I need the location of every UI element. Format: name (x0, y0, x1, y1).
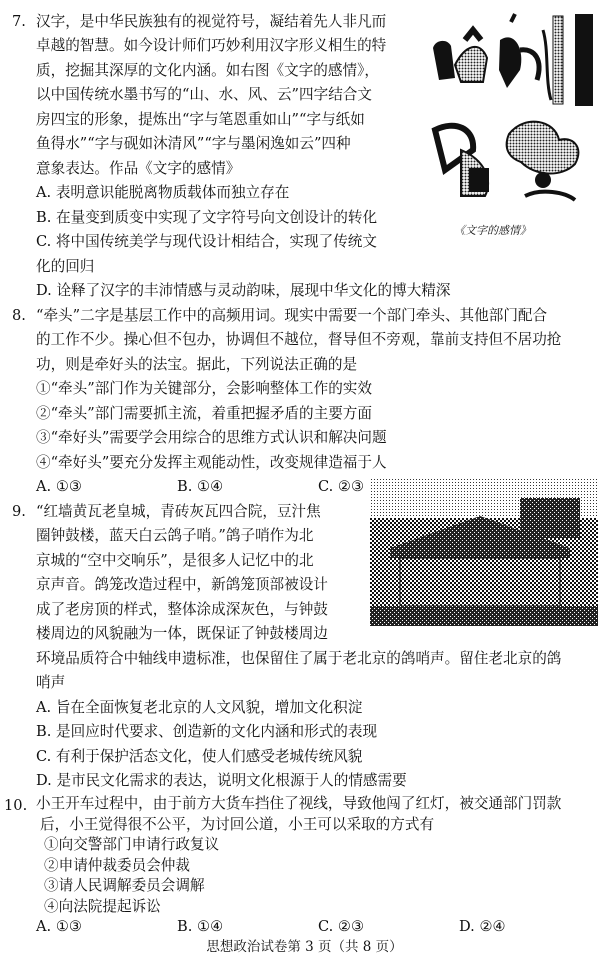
q10-choice-a: A. ①③ (36, 918, 82, 935)
q9-option-b: B. 是回应时代要求、创造新的文化内涵和形式的表现 (36, 723, 378, 740)
pigeon-cage-photo (370, 478, 598, 626)
q7-option-d: D. 诠释了汉字的丰沛情感与灵动韵味，展现中华文化的博大精深 (36, 282, 451, 299)
q8-statement: ③“牵好头”需要学会用综合的思维方式认识和解决问题 (36, 429, 387, 446)
question-8-number: 8. (12, 307, 26, 324)
q7-line: 以中国传统水墨书写的“山、水、风、云”四字结合文 (36, 86, 372, 103)
q9-line: 楼周边的风貌融为一体，既保证了钟鼓楼周边 (36, 625, 328, 642)
q9-line: 成了老房顶的样式，整体涂成深灰色，与钟鼓 (36, 601, 328, 618)
q10-statement: ③请人民调解委员会调解 (44, 877, 205, 894)
q9-option-c: C. 有利于保护活态文化，使人们感受老城传统风貌 (36, 748, 363, 765)
q8-line: 的工作不少。操心但不包办，协调但不越位，督导但不旁观，靠前支持但不居功抢 (36, 331, 562, 348)
q8-statement: ④“牵好头”要充分发挥主观能动性，改变规律造福于人 (36, 454, 387, 471)
q9-line: 环境品质符合中轴线申遗标准，也保留住了属于老北京的鸽哨声。留住老北京的鸽 (36, 650, 562, 667)
q8-line: 功，则是牵好头的法宝。据此，下列说法正确的是 (36, 356, 358, 373)
question-9-number: 9. (12, 503, 26, 520)
q9-line: 京城的“空中交响乐”，是很多人记忆中的北 (36, 552, 314, 569)
calligraphy-artwork-image (425, 10, 603, 212)
q7-line: 汉字，是中华民族独有的视觉符号，凝结着先人非凡而 (36, 13, 387, 30)
q7-line: 房四宝的形象，提炼出“字与笔恩重如山”“字与纸如 (36, 111, 365, 128)
q7-line: 质，挖掘其深厚的文化内涵。如右图《文字的感情》， (36, 62, 379, 79)
q9-option-d: D. 是市民文化需求的表达，说明文化根源于人的情感需要 (36, 772, 407, 789)
q8-line: “牵头”二字是基层工作中的高频用词。现实中需要一个部门牵头、其他部门配合 (36, 307, 548, 324)
q7-option-c: C. 将中国传统美学与现代设计相结合，实现了传统文 (36, 233, 377, 250)
q10-choice-d: D. ②④ (459, 918, 506, 935)
q10-statement: ①向交警部门申请行政复议 (44, 836, 220, 853)
q7-option-b: B. 在量变到质变中实现了文字符号向文创设计的转化 (36, 209, 378, 226)
q7-line: 意象表达。作品《文字的感情》 (36, 160, 241, 177)
q8-statement: ②“牵头”部门需要抓主流，着重把握矛盾的主要方面 (36, 405, 372, 422)
q10-statement: ②申请仲裁委员会仲裁 (44, 856, 190, 874)
q7-option-c-cont: 化的回归 (36, 258, 95, 275)
q10-line: 后，小王觉得很不公平，为讨回公道，小王可以采取的方式有 (40, 815, 435, 833)
artwork-caption: 《文字的感情》 (454, 224, 531, 237)
q7-option-a: A. 表明意识能脱离物质载体而独立存在 (36, 184, 290, 201)
q9-line: 京声音。鸽笼改造过程中，新鸽笼顶部被设计 (36, 576, 328, 593)
q10-choice-c: C. ②③ (318, 918, 365, 935)
q9-option-a: A. 旨在全面恢复老北京的人文风貌，增加文化积淀 (36, 699, 363, 716)
q10-statement: ④向法院提起诉讼 (44, 897, 161, 915)
q10-choice-b: B. ①④ (177, 918, 224, 935)
q8-statement: ①“牵头”部门作为关键部分，会影响整体工作的实效 (36, 380, 372, 397)
page-footer: 思想政治试卷第 3 页（共 8 页） (206, 938, 403, 955)
q8-choice-a: A. ①③ (36, 478, 82, 495)
q8-choice-c: C. ②③ (318, 478, 365, 495)
q8-choice-b: B. ①④ (177, 478, 224, 495)
q7-line: 卓越的智慧。如今设计师们巧妙利用汉字形义相生的特 (36, 37, 387, 54)
question-10-number: 10. (4, 797, 28, 814)
question-7-number: 7. (12, 13, 26, 30)
q9-line: “红墙黄瓦老皇城，青砖灰瓦四合院，豆汁焦 (36, 503, 321, 520)
q7-line: 鱼得水”“字与砚如沐清风”“字与墨闲逸如云”四种 (36, 135, 351, 152)
q10-line: 小王开车过程中，由于前方大货车挡住了视线，导致他闯了红灯，被交通部门罚款 (36, 795, 562, 812)
q9-line: 圈钟鼓楼，蓝天白云鸽子哨。”鸽子哨作为北 (36, 527, 314, 544)
q9-line: 哨声 (36, 674, 66, 691)
